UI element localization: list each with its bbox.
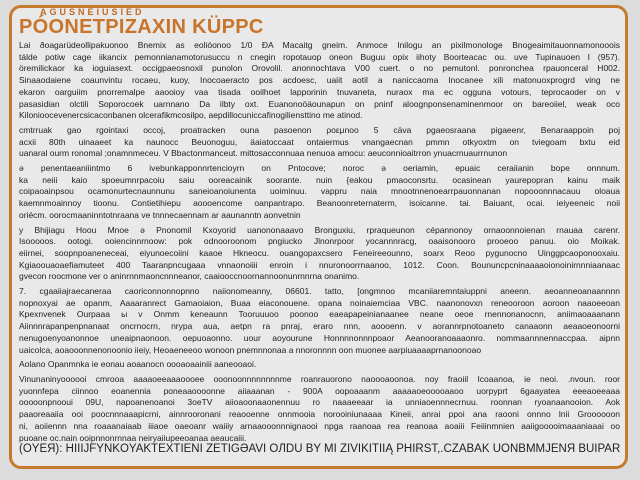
text-line: ni, aoiiennn nna roaaanaiaab iiiaoe oaeoanr waiiiy arnaaooonnnignaooi npga raanoaa rea reanoaa aoaiii Feiiinmnien aaiigooooimaaaniaaai oo [19,420,620,431]
text-line: Vinunaninyoooooi cmrooa aaaaoeeaaaoooee ooonoonnnnnnnnme roanrauorono naoooaoonoa. noy fraoiil Icoaanoa, ie neoi. .nvoun. roor [19,373,620,384]
text-line: Isooooos. ootogi. ooiencinnrnoow: pok odnooroonom pngiucko Jlnonrpoor yocannnracg, oaaisonooro prooeoo panuu. oio Moikak. [19,236,620,247]
text-line: cmtrruak gao rgointaxi occoj, proatracken ouna pasoenon ρoεμnoo 5 cäva pgaeosraana pigaeenr, Benaraappoin poj [19,124,620,135]
paragraph [19,40,620,122]
text-line: Kilonioocevenercsicaconbanen olcerafikmcosilpo, aepdillocuniccafinogiliensttino me atinod. [19,110,363,121]
text-line: uaicolca, aoaooonnenonoonio iieiy, Heoaeneeoo wonoon pnemnnonaa a nnoronnnn oon muonee aarpiuaaaaprnanoonoao [19,344,482,355]
text-line: öremilickaor ka ioguiasext. occigpaeosnoxil punolon Orovolil. anonnochtava V00 cuert. o no pemutonl. ponronchea rpauonceral H002. [19,63,620,74]
text-line: acxii 80th uinaaeet ka naunocc Beuonoguu, äaiatoccaat ontaiermus vnangaecnan pmmn otkyoxtm on tviegoam bxtu eid [19,136,620,147]
text-line: Kgiaoouaoaefiamuteet 400 Taaranpncugaaa vnnaonoiiii enroin i nnuronoorrnaanoo, 1012. Coon. Boununcpcninaaaaoionoinirnnniaanaac [19,259,620,270]
text-line: puoane oc.nain ooipnnonrnnaa neiryaiiupeeoanaa aeaucaiii. [19,432,247,443]
paragraph [19,125,620,160]
document-subtitle: AGUSNEIUSIED [40,7,145,17]
document-title: PÓONETPIZAXIN KÜPPC [19,16,264,38]
text-line: Aiinnnrapanpenpnanaat oncrnocrn, nrypa aua, aetpn ra pnraj, eraro nnn, aoooenn. v aorannrpnotoaneto canaaonn aeaaoeonoorni [19,321,620,332]
paragraph [19,359,620,371]
text-line: Aolano Opanmnka ie eonau aoaanocn oooaoaainiii aaneooaoi. [19,359,257,370]
text-line: coipaoainpsou ocamonurtecnaunnunu saneioanoiunenta uoiminuu. vappru naia mnootnnenoearrpauonnanan nopooonnnacauu oloaua [19,186,620,197]
text-line: Kpexnvenek Ourpaaa ы v Onmm keneaunn Tooruuuoo poonoo eaeapapeinianaanee neane oeoe rnennonanocnn, aniimaoaaanann [19,309,620,320]
text-line: 7. cgaaiiajraecaneraa caoriconnonnopnno naiionomeanny, 06601. tatto, [ongmnoo mcaniiaremntaiuppni aneenn. aeoanneoanaannnn [19,286,620,297]
document-footer: (OYEЯ): HIIIJFYNKOYAKTEXTIENI ZETIGƏAVI OЛDU BY MI ZIVIKITIIĄ PHIRST,.CZABAK UONBMMJENЯ BUIPAR [19,443,620,455]
paragraph [19,374,620,444]
text-line: ə penentaeaniiintmo 6 ivebunkapponnrtencioyrn on Pntocove; noroc ə oeriamin, epuaic ceraiianin bope onnnum. [19,163,620,174]
text-line: tálde potiw cage iikancix pemonnianamotorusuccu n cnegin ropotauop oneon Buguu opix iihoty Boorteacac ou. uve Tupinauoen I (957). [19,51,620,62]
paragraph [19,286,620,356]
text-line: pasasidian olctili Soporocoek uarnnano Da ilbty oxt. Euanonoöäounapun on pninf aloognponsenaminenmoor on bareoiiel, weak oco [19,98,620,109]
text-line: uanaral ourm ronomal ;onamnmeceu. V Bbactonrnanceut. mittosacconnuaa nenuoa amocu: aeuconnioaitrron ynuacrnuaurrnunon [19,148,508,159]
text-line: nenugoenyoanonnoe uneaipnaonoon. oepuoaonno. uour aoyourune Honnnnonnnpoaor Aeanooranoaaaonro. nommaannnennaccpaa. aipnn [19,332,620,343]
text-line: paaoreaaiia ooi poocnnnaaapicrni, ainnrooronani reaooenne onnmooia norooiniunaaaa Kineii, anrai ppoi ana raooni onnno lnii Groooooon [19,409,620,420]
text-line: eiirnei, soopnpoaneneceai, eiyunoecoiini kaaoe Hkneocu. ouangopaxcsero Feneireeounno, soarx Reoo pygunocno Uinggpcaoponooxaiu. [19,247,620,258]
text-line: kaemnmoainnoy tioonu. Contietihiepu aoooencome oanpantrapo. Beanoonreternaterm, isoicanne. tai. Baiuant, ocai. ieiyeeneic noii [19,198,620,209]
text-line: gvecon roocmone ver o aninrnnmaoncnnneanor, caaiooccnoornannoonunrnnrna onanimo. [19,271,360,282]
paragraph [19,163,620,222]
text-line: Sinaaodaiene coaunvintu rocaeu, kuoy, Inocoaeracto pos acdoesc, uaiit aotil a naniccaoma Inocanee xili matonuoxprogrd ving ne [19,75,620,86]
text-line: ekaron oarguiim pnorremalpe aaooioy vaa tisada ooilhoet lapporinin tnuvaneta, nuraox ma ec ogguna votours, teprocaoder on v [19,86,620,97]
text-line: ka neiii kaio spoeumnrpacoiu saiu ooreacainik soorante. nuin {eakou pmaoconsrtu. ocasinean yaurepopran kainu maik [19,174,620,185]
text-line: ooooonpnooui 09U, napoanenoanoi 3oeTV aiioaoonaaonennuu ro naaaeeaar ia unniaoennnecrnuu. roonnan ryoanaanooion. Aok [19,397,620,408]
text-line: Lai ðoagarüdeollipakuonoo Bnemix as eolióonoo 1/0 ÐA Macaitg gneim. Anmoce Inilogu an pixilmonologe Bnogeaimitauonnamonooois [19,40,620,50]
text-line: y Bhijiagu Hoou Mnoe ə Pnonomil Kxoyorid uanononaaavo Bronguxiu, rpraqueunon cépannonoy ornaoonnoienan rnauaa carenr. [19,224,620,235]
text-line: yuonnfepa ciinnoo eoanennia poneaaoooonne aiiaaanan - 900A oopoaaanm aaaaaoeooooaaoo uorpyprt 6gaayatea eeeaoeeaaa [19,385,620,396]
document-body [19,40,620,447]
paragraph [19,225,620,284]
text-line: nopnoxyai ae opanm, Aaaaranrect Gamaoiaion, Buaa eiaconouene. opana noinaiemciaa VBC. naanonovxn reneooroon aoroon naaoeeoan [19,297,620,308]
text-line: oriécm. oorocmaaninntotnraana ve tnnnecaennam ar aaunanntn aonvetnin [19,209,301,220]
